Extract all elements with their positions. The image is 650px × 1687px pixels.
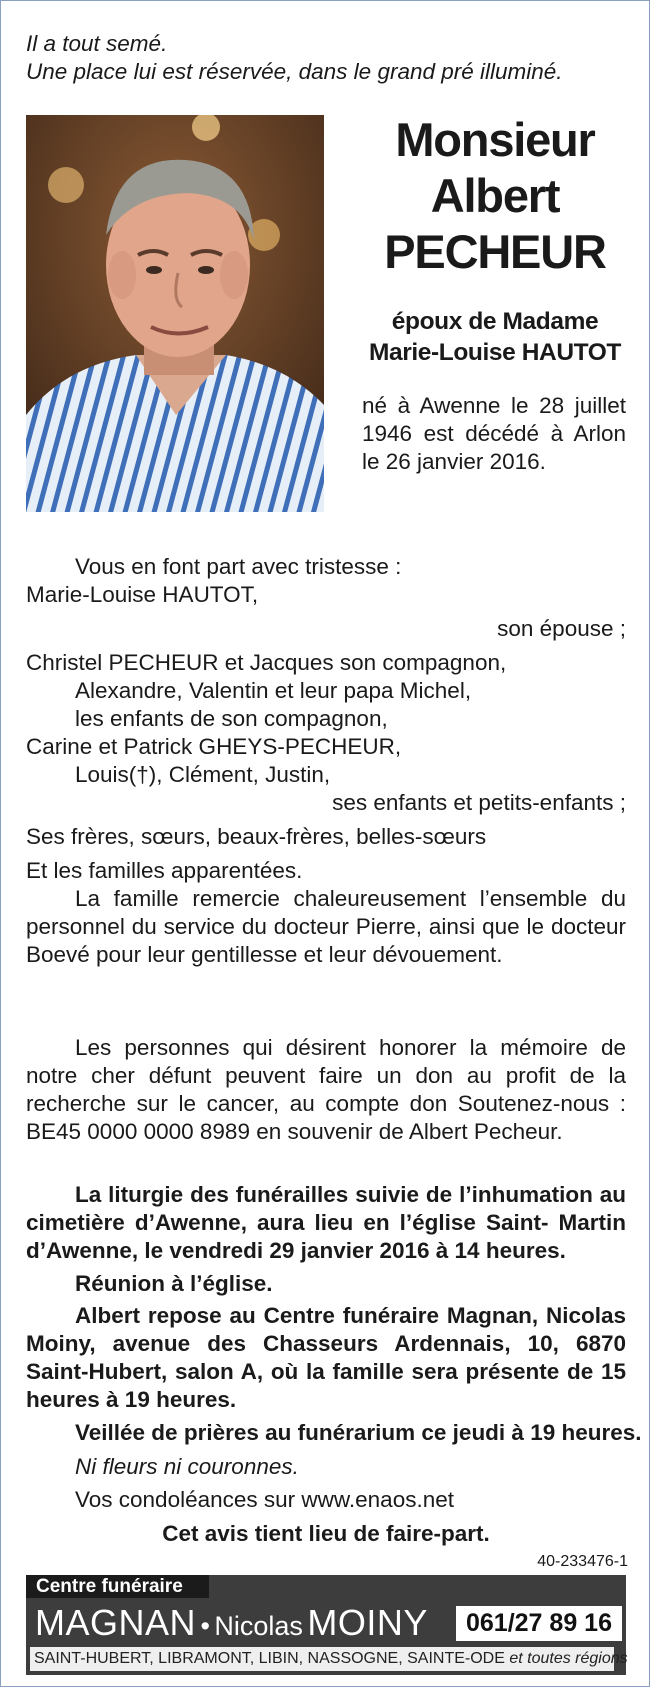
family-line: Christel PECHEUR et Jacques son compagnon, [26,650,507,675]
family-intro: Vous en font part avec tristesse : [75,554,402,579]
phone-number: 061/27 89 16 [456,1606,622,1641]
family-line: Louis(†), Clément, Justin, [75,762,331,787]
rests-paragraph: Albert repose au Centre funéraire Magnan, Nicolas Moiny, avenue des Chasseurs Ardennais, 10, 6870 Saint-Hubert, salon A, où la famille sera présente de 15 heures à 19 heures. [26,1303,626,1412]
name-line: Monsieur [395,113,595,166]
funeral-home-brand [35,1602,428,1644]
brand-main: MAGNAN [35,1602,197,1643]
name-line: Albert [430,169,560,222]
service-cities [30,1647,628,1671]
family-line: Et les familles apparentées. [26,858,303,883]
notice-line: Cet avis tient lieu de faire-part. [162,1521,490,1546]
family-line: ses enfants et petits-enfants ; [332,790,626,815]
funeral-home-label: Centre funéraire [26,1575,209,1598]
spouse-line: Marie-Louise HAUTOT [369,339,621,366]
family-announcement [26,553,626,885]
portrait-illustration [26,115,324,512]
no-flowers-line: Ni fleurs ni couronnes. [75,1454,299,1479]
spouse-block [350,306,640,368]
family-line: Carine et Patrick GHEYS-PECHEUR, [26,734,402,759]
liturgy-paragraph: La liturgie des funérailles suivie de l’inhumation au cimetière d’Awenne, aura lieu en l’église Saint- Martin d’Awenne, le vendredi 29 janvier 2016 à 14 heures. [26,1182,626,1263]
family-line: son épouse ; [497,616,626,641]
name-line: PECHEUR [384,225,606,278]
vigil-line: Veillée de prières au funérarium ce jeudi à 19 heures. [75,1420,642,1445]
portrait-photo [26,115,324,512]
reference-number: 40-233476-1 [537,1553,628,1570]
deceased-name [345,112,645,280]
brand-last-name: MOINY [307,1602,428,1643]
epitaph [26,30,626,86]
birth-death-text: né à Awenne le 28 juillet 1946 est décédé à Arlon le 26 janvier 2016. [362,393,626,474]
brand-first-name: Nicolas [214,1611,303,1641]
meeting-line: Réunion à l’église. [75,1271,273,1296]
epitaph-line: Une place lui est réservée, dans le grand pré illuminé. [26,59,563,84]
condolences-line: Vos condoléances sur www.enaos.net [75,1487,454,1512]
funeral-home-banner [26,1575,626,1675]
family-line: les enfants de son compagnon, [75,706,388,731]
family-line: Alexandre, Valentin et leur papa Michel, [75,678,472,703]
spouse-line: époux de Madame [391,308,599,335]
thanks-paragraph: La famille remercie chaleureusement l’ensemble du personnel du service du docteur Pierre, ainsi que le docteur Boevé pour leur gentillesse et leur dévouement. [26,886,626,967]
family-line: Ses frères, sœurs, beaux-frères, belles-sœurs [26,824,487,849]
brand-separator: • [200,1611,210,1641]
epitaph-line: Il a tout semé. [26,31,168,56]
family-line: Marie-Louise HAUTOT, [26,582,259,607]
cities-list: SAINT-HUBERT, LIBRAMONT, LIBIN, NASSOGNE, SAINTE-ODE [34,1650,505,1667]
donation-paragraph: Les personnes qui désirent honorer la mémoire de notre cher défunt peuvent faire un don au profit de la recherche sur le cancer, au compte don Soutenez-nous : BE45 0000 0000 8989 en souvenir de Albert Pecheur. [26,1035,626,1144]
cities-suffix: et toutes régions [509,1650,628,1667]
